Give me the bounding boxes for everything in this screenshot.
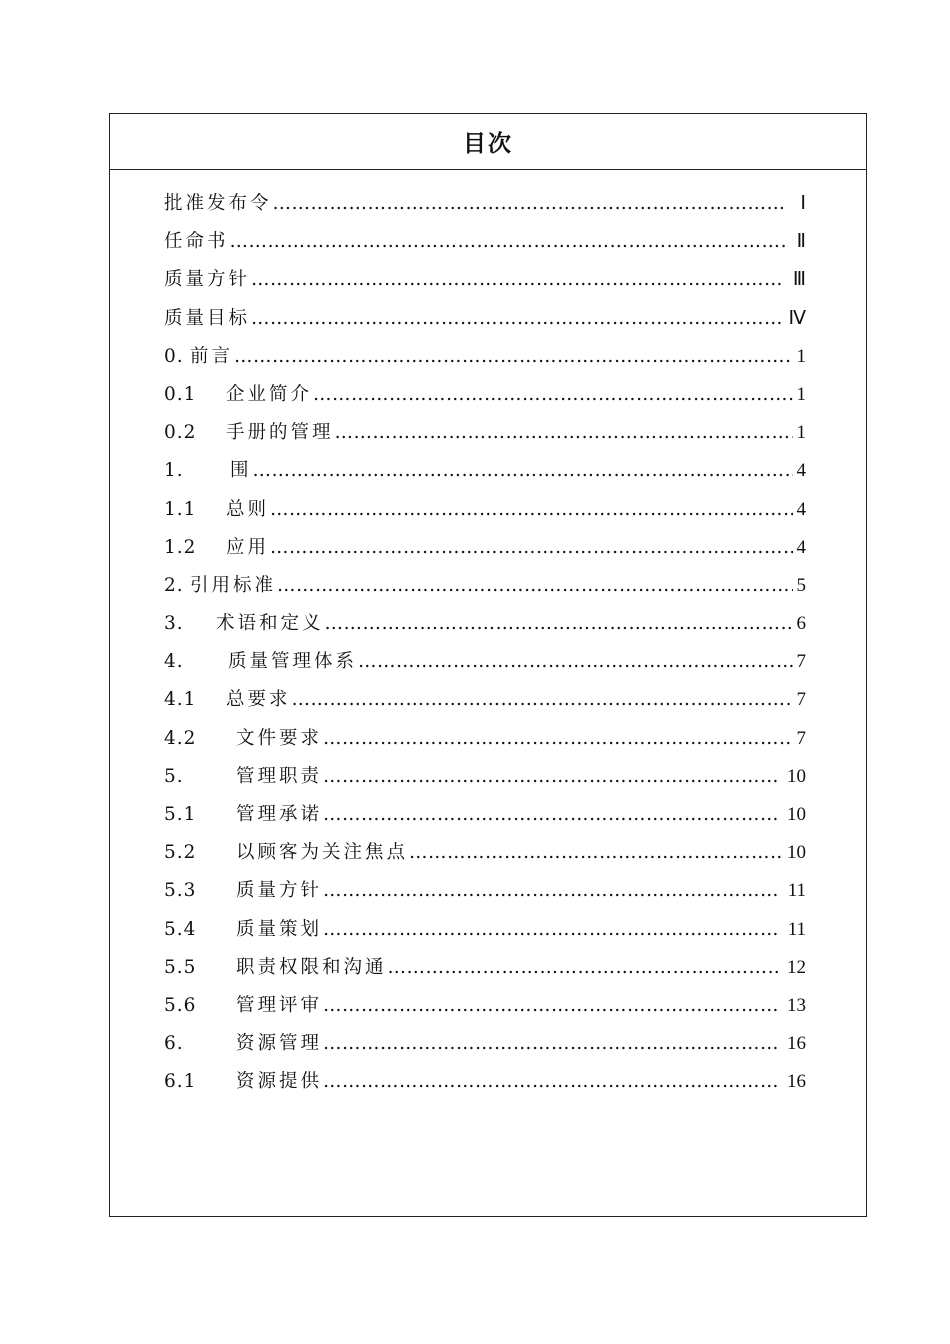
toc-entry-label: 管理职责 — [236, 765, 323, 787]
toc-entry-number: 4. — [164, 651, 184, 673]
toc-entry[interactable] — [164, 949, 806, 987]
toc-dot-leader — [358, 643, 793, 681]
toc-entry-number: 5.4 — [164, 918, 197, 940]
toc-entry-page: 16 — [787, 1071, 806, 1093]
toc-frame — [109, 113, 867, 1217]
toc-entry-number: 5.2 — [164, 842, 197, 864]
page-title: 目次 — [463, 131, 513, 157]
toc-entry-number: 0. — [164, 345, 184, 367]
toc-entry-number: 1.2 — [164, 536, 197, 558]
toc-entry-label: 质量管理体系 — [228, 651, 358, 673]
toc-entry[interactable] — [164, 261, 806, 299]
toc-entry-page: 12 — [787, 956, 806, 978]
toc-entry[interactable] — [164, 605, 806, 643]
toc-entry-label: 质量策划 — [236, 918, 323, 940]
toc-entry-label: 前言 — [190, 345, 234, 367]
toc-entry-page: Ⅲ — [792, 269, 806, 291]
toc-dot-leader — [292, 681, 793, 719]
toc-entry-label: 质量方针 — [164, 269, 251, 291]
toc-entry[interactable] — [164, 529, 806, 567]
toc-dot-leader — [323, 872, 781, 910]
toc-entry[interactable] — [164, 681, 806, 719]
toc-entry-page: 10 — [787, 842, 806, 864]
toc-entry-page: 1 — [796, 422, 806, 444]
toc-entry-number: 4.2 — [164, 727, 197, 749]
toc-entry-label: 质量目标 — [164, 307, 251, 329]
toc-entry-page: 1 — [796, 383, 806, 405]
toc-entry-number: 0.2 — [164, 422, 197, 444]
toc-entry-number: 6.1 — [164, 1071, 197, 1093]
toc-entry[interactable] — [164, 452, 806, 490]
toc-dot-leader — [270, 491, 793, 529]
toc-entry[interactable] — [164, 338, 806, 376]
toc-entry-page: 6 — [796, 613, 806, 635]
toc-list — [164, 185, 806, 1102]
toc-entry-page: 10 — [787, 804, 806, 825]
toc-dot-leader — [273, 185, 783, 223]
toc-entry-page: Ⅰ — [800, 193, 806, 214]
toc-entry-label: 总则 — [226, 498, 270, 520]
toc-dot-leader — [323, 796, 781, 834]
toc-entry[interactable] — [164, 376, 806, 414]
toc-entry-number: 5.1 — [164, 804, 197, 825]
toc-dot-leader — [335, 414, 793, 452]
toc-entry-label: 应用 — [226, 536, 270, 558]
toc-entry-page: 11 — [787, 880, 806, 902]
toc-entry-page: 16 — [787, 1033, 806, 1055]
toc-dot-leader — [253, 452, 793, 490]
toc-entry-page: 11 — [787, 918, 806, 940]
toc-entry-number: 1. — [164, 460, 184, 482]
toc-entry[interactable] — [164, 720, 806, 758]
toc-entry-page: 4 — [796, 536, 806, 558]
toc-entry[interactable] — [164, 1063, 806, 1101]
toc-entry-label: 任命书 — [164, 231, 229, 253]
toc-entry-label: 总要求 — [226, 689, 291, 711]
toc-entry-number: 5. — [164, 765, 184, 787]
toc-entry-page: 7 — [796, 727, 806, 749]
toc-entry-label: 手册的管理 — [226, 422, 334, 444]
toc-entry[interactable] — [164, 185, 806, 223]
toc-dot-leader — [251, 261, 785, 299]
toc-entry[interactable] — [164, 223, 806, 261]
toc-entry-label: 文件要求 — [236, 727, 323, 749]
toc-entry-label: 围 — [230, 460, 252, 482]
title-row — [110, 114, 866, 170]
toc-entry-number: 5.6 — [164, 994, 197, 1016]
toc-dot-leader — [388, 949, 781, 987]
toc-dot-leader — [325, 605, 793, 643]
toc-dot-leader — [323, 911, 781, 949]
toc-entry[interactable] — [164, 1025, 806, 1063]
toc-entry-page: 7 — [796, 651, 806, 673]
toc-dot-leader — [251, 300, 785, 338]
toc-entry[interactable] — [164, 414, 806, 452]
toc-entry[interactable] — [164, 300, 806, 338]
toc-entry-label: 管理评审 — [236, 994, 323, 1016]
toc-entry[interactable] — [164, 834, 806, 872]
toc-dot-leader — [323, 758, 781, 796]
toc-entry[interactable] — [164, 567, 806, 605]
toc-entry-page: 5 — [796, 574, 806, 596]
toc-entry-number: 0.1 — [164, 383, 197, 405]
toc-dot-leader — [323, 987, 781, 1025]
toc-entry-label: 质量方针 — [236, 880, 323, 902]
toc-entry[interactable] — [164, 643, 806, 681]
toc-dot-leader — [323, 1063, 781, 1101]
toc-entry-label: 资源管理 — [236, 1033, 323, 1055]
toc-dot-leader — [409, 834, 781, 872]
toc-dot-leader — [323, 1025, 781, 1063]
toc-entry-page: 1 — [796, 345, 806, 367]
toc-entry-page: 4 — [796, 498, 806, 520]
toc-entry-number: 3. — [164, 613, 184, 635]
toc-entry-number: 4.1 — [164, 689, 197, 711]
toc-entry-page: Ⅳ — [788, 307, 806, 329]
toc-entry-page: 7 — [796, 689, 806, 711]
toc-entry[interactable] — [164, 911, 806, 949]
toc-entry-page: Ⅱ — [796, 231, 806, 253]
toc-entry-number: 5.3 — [164, 880, 197, 902]
toc-dot-leader — [270, 529, 793, 567]
toc-entry-label: 批准发布令 — [164, 193, 272, 214]
toc-entry-page: 10 — [787, 765, 806, 787]
toc-entry-label: 资源提供 — [236, 1071, 323, 1093]
toc-entry[interactable] — [164, 758, 806, 796]
toc-entry[interactable] — [164, 796, 806, 834]
toc-entry-label: 职责权限和沟通 — [236, 956, 387, 978]
toc-dot-leader — [234, 338, 793, 376]
toc-entry-number: 5.5 — [164, 956, 197, 978]
toc-entry-page: 13 — [787, 994, 806, 1016]
toc-entry-label: 以顾客为关注焦点 — [236, 842, 409, 864]
toc-entry-label: 管理承诺 — [236, 804, 323, 825]
toc-entry-page: 4 — [796, 460, 806, 482]
toc-entry-label: 术语和定义 — [216, 613, 324, 635]
toc-dot-leader — [277, 567, 793, 605]
toc-dot-leader — [313, 376, 793, 414]
toc-entry[interactable] — [164, 987, 806, 1025]
toc-entry-label: 引用标准 — [190, 574, 277, 596]
toc-entry-number: 6. — [164, 1033, 184, 1055]
toc-entry[interactable] — [164, 872, 806, 910]
toc-dot-leader — [323, 720, 793, 758]
toc-entry-number: 1.1 — [164, 498, 197, 520]
toc-entry-number: 2. — [164, 574, 184, 596]
toc-dot-leader — [230, 223, 787, 261]
toc-entry[interactable] — [164, 491, 806, 529]
toc-entry-label: 企业简介 — [226, 383, 313, 405]
